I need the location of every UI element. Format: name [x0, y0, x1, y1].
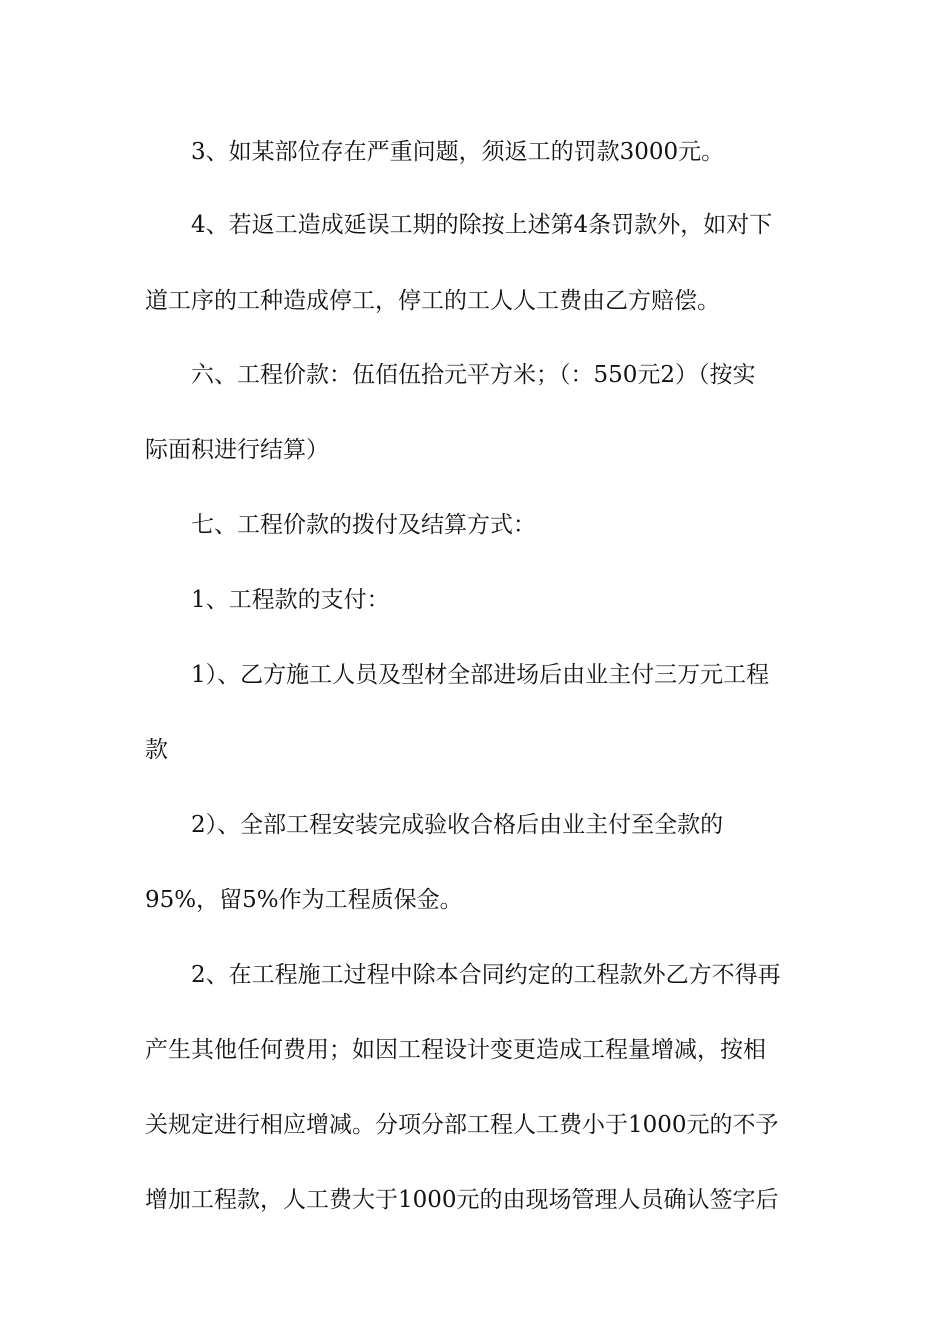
paragraph-line — [0, 1182, 950, 1218]
paragraph-line — [0, 1107, 950, 1143]
line-text: 3、如某部位存在严重问题，须返工的罚款3000元。 — [191, 139, 725, 165]
line-text: 款 — [145, 737, 168, 763]
paragraph-line — [0, 957, 950, 993]
line-text: 95%，留5%作为工程质保金。 — [145, 887, 463, 913]
line-text: 增加工程款，人工费大于1000元的由现场管理人员确认签字后 — [145, 1187, 779, 1213]
paragraph-line — [0, 732, 950, 768]
paragraph-line — [0, 134, 950, 170]
line-text: 六、工程价款：伍佰伍拾元平方米；（：550元2）（按实 — [191, 362, 756, 388]
paragraph-line — [0, 283, 950, 319]
paragraph-line — [0, 882, 950, 918]
line-text: 2、在工程施工过程中除本合同约定的工程款外乙方不得再 — [191, 962, 781, 988]
paragraph-line — [0, 507, 950, 543]
line-text: 七、工程价款的拨付及结算方式： — [191, 512, 536, 538]
paragraph-line — [0, 357, 950, 393]
line-text: 关规定进行相应增减。分项分部工程人工费小于1000元的不予 — [145, 1112, 779, 1138]
line-text: 4、若返工造成延误工期的除按上述第4条罚款外，如对下 — [191, 212, 773, 238]
line-text: 际面积进行结算） — [145, 437, 329, 463]
line-text: 2）、全部工程安装完成验收合格后由业主付至全款的 — [191, 812, 724, 838]
paragraph-line — [0, 1032, 950, 1068]
line-text: 1）、乙方施工人员及型材全部进场后由业主付三万元工程 — [191, 662, 770, 688]
paragraph-line — [0, 207, 950, 243]
line-text: 道工序的工种造成停工，停工的工人人工费由乙方赔偿。 — [145, 288, 720, 314]
line-text: 产生其他任何费用；如因工程设计变更造成工程量增减，按相 — [145, 1037, 766, 1063]
paragraph-line — [0, 807, 950, 843]
paragraph-line — [0, 432, 950, 468]
paragraph-line — [0, 657, 950, 693]
line-text: 1、工程款的支付： — [191, 587, 390, 613]
paragraph-line — [0, 582, 950, 618]
